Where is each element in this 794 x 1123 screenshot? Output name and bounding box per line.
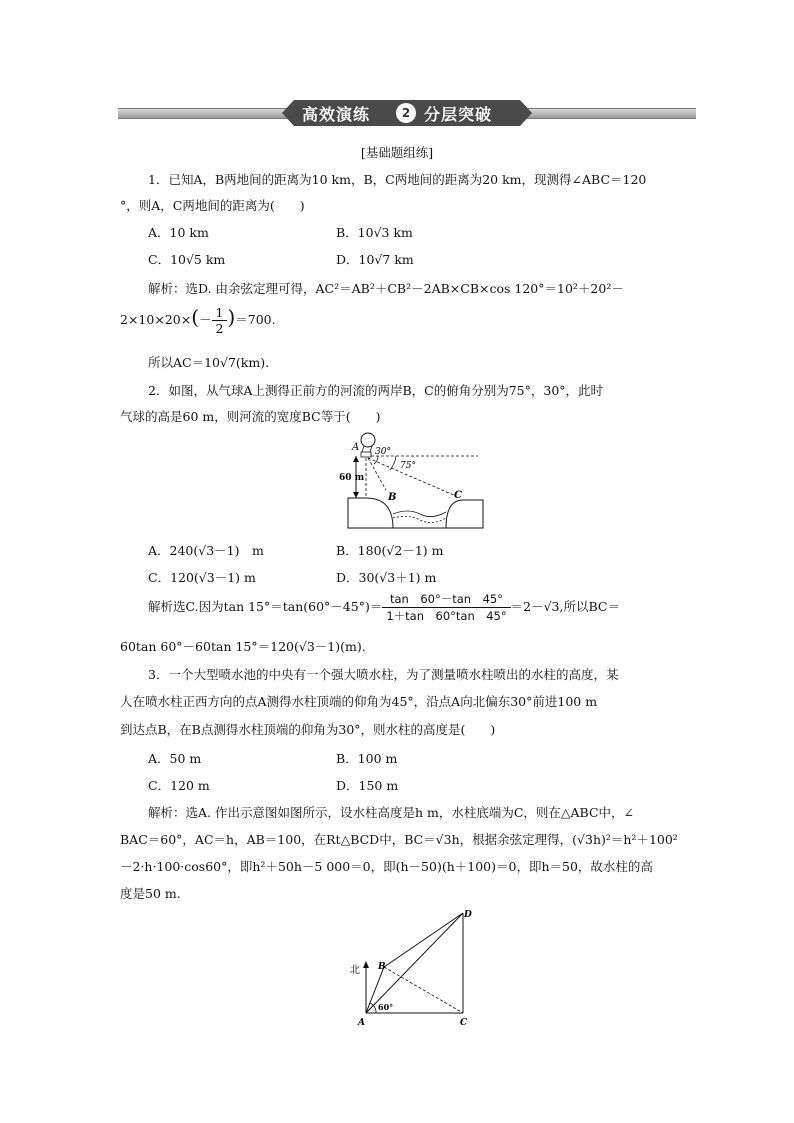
section-title: [基础题组练] [360, 145, 434, 160]
q1-solution-line2: 2×10×20×(－ $\frac{1}{2}$ )＝700. [120, 305, 276, 336]
fountain-figure [338, 905, 478, 1030]
fig2-label-height: 60 m [339, 473, 365, 483]
fig2-label-75: 75° [400, 461, 416, 471]
banner-number-badge: 2 [396, 103, 416, 123]
q2-stem-line1: 2．如图，从气球A上测得正前方的河流的两岸B，C的俯角分别为75°，30°，此时 [148, 383, 604, 398]
q3-option-d: D．150 m [336, 778, 399, 793]
q1-solution-result: ＝700. [235, 312, 276, 327]
q3-stem-line2: 人在喷水柱正西方向的点A测得水柱顶端的仰角为45°，沿点A向北偏东30°前进100 m [120, 694, 598, 709]
fig3-label-north: 北 [350, 965, 360, 976]
q1-solution-fraction: $\frac{1}{2}$ [212, 305, 228, 336]
q2-option-a: A．240(√3－1) m [148, 543, 264, 558]
fig3-label-c: C [460, 1018, 468, 1028]
balloon-river-figure [338, 428, 488, 534]
fig3-label-angle: 60° [378, 1002, 394, 1012]
q2-solution-expr: 解析选C.因为tan 15°＝tan(60°－45°)＝ [148, 599, 383, 614]
fig3-label-a: A [358, 1018, 365, 1028]
fig3-label-b: B [378, 962, 386, 972]
q2-solution-fraction: $\frac{\tan 60^\circ-\tan 45^\circ}{1+\tan 60^\circ\tan 45^\circ}$ [382, 591, 510, 624]
q3-solution-line2: BAC＝60°，AC＝h，AB＝100，在Rt△BCD中，BC＝√3h，根据余弦定理得，(√3h)²＝h²＋100² [120, 832, 678, 847]
q1-option-a: A．10 km [148, 225, 209, 240]
q3-stem-line1: 3．一个大型喷水池的中央有一个强大喷水柱，为了测量喷水柱喷出的水柱的高度，某 [148, 667, 619, 682]
q3-solution-line3: －2·h·100·cos60°，即h²＋50h－5 000＝0，即(h－50)(h＋100)＝0，即h＝50，故水柱的高 [120, 859, 653, 874]
q2-option-b: B．180(√2－1) m [336, 543, 444, 558]
q3-option-b: B．100 m [336, 751, 398, 766]
q2-option-c: C．120(√3－1) m [148, 570, 256, 585]
fig2-label-b: B [388, 492, 397, 503]
q2-stem-line2: 气球的高是60 m，则河流的宽度BC等于( ) [120, 409, 381, 424]
fig2-label-30: 30° [375, 447, 391, 457]
balloon-icon [361, 433, 375, 447]
q2-solution-result: ＝2－√3,所以BC＝ [510, 599, 620, 614]
q1-option-d: D．10√7 km [336, 252, 414, 267]
q1-stem-line1: 1．已知A，B两地间的距离为10 km，B，C两地间的距离为20 km，现测得∠ABC＝120 [148, 172, 647, 187]
q2-solution-line1 [148, 591, 620, 624]
q3-solution-line1: 解析：选A. 作出示意图如图所示，设水柱高度是h m，水柱底端为C，则在△ABC中，∠ [148, 805, 635, 820]
banner-title-right: 分层突破 [424, 105, 493, 124]
fig2-label-a: A [352, 442, 360, 453]
q1-solution-line3: 所以AC＝10√7(km). [148, 355, 270, 370]
q3-stem-line3: 到达点B，在B点测得水柱顶端的仰角为30°，则水柱的高度是( ) [120, 722, 496, 737]
banner-title-left: 高效演练 [302, 105, 371, 124]
q1-option-c: C．10√5 km [148, 252, 226, 267]
q1-solution-line1: 解析：选D. 由余弦定理可得，AC²＝AB²＋CB²－2AB×CB×cos 120°＝10²＋20²－ [148, 281, 624, 296]
q2-solution-line2: 60tan 60°－60tan 15°＝120(√3－1)(m). [120, 639, 366, 654]
q1-stem-line2: °，则A，C两地间的距离为( ) [120, 198, 305, 213]
q3-option-a: A．50 m [148, 751, 202, 766]
q3-solution-line4: 度是50 m. [120, 886, 181, 901]
q2-option-d: D．30(√3＋1) m [336, 570, 437, 585]
q1-solution-expr: 2×10×20× [120, 312, 192, 327]
fig3-label-d: D [464, 910, 472, 920]
fig2-label-c: C [454, 490, 462, 501]
q3-option-c: C．120 m [148, 778, 210, 793]
q1-option-b: B．10√3 km [336, 225, 413, 240]
